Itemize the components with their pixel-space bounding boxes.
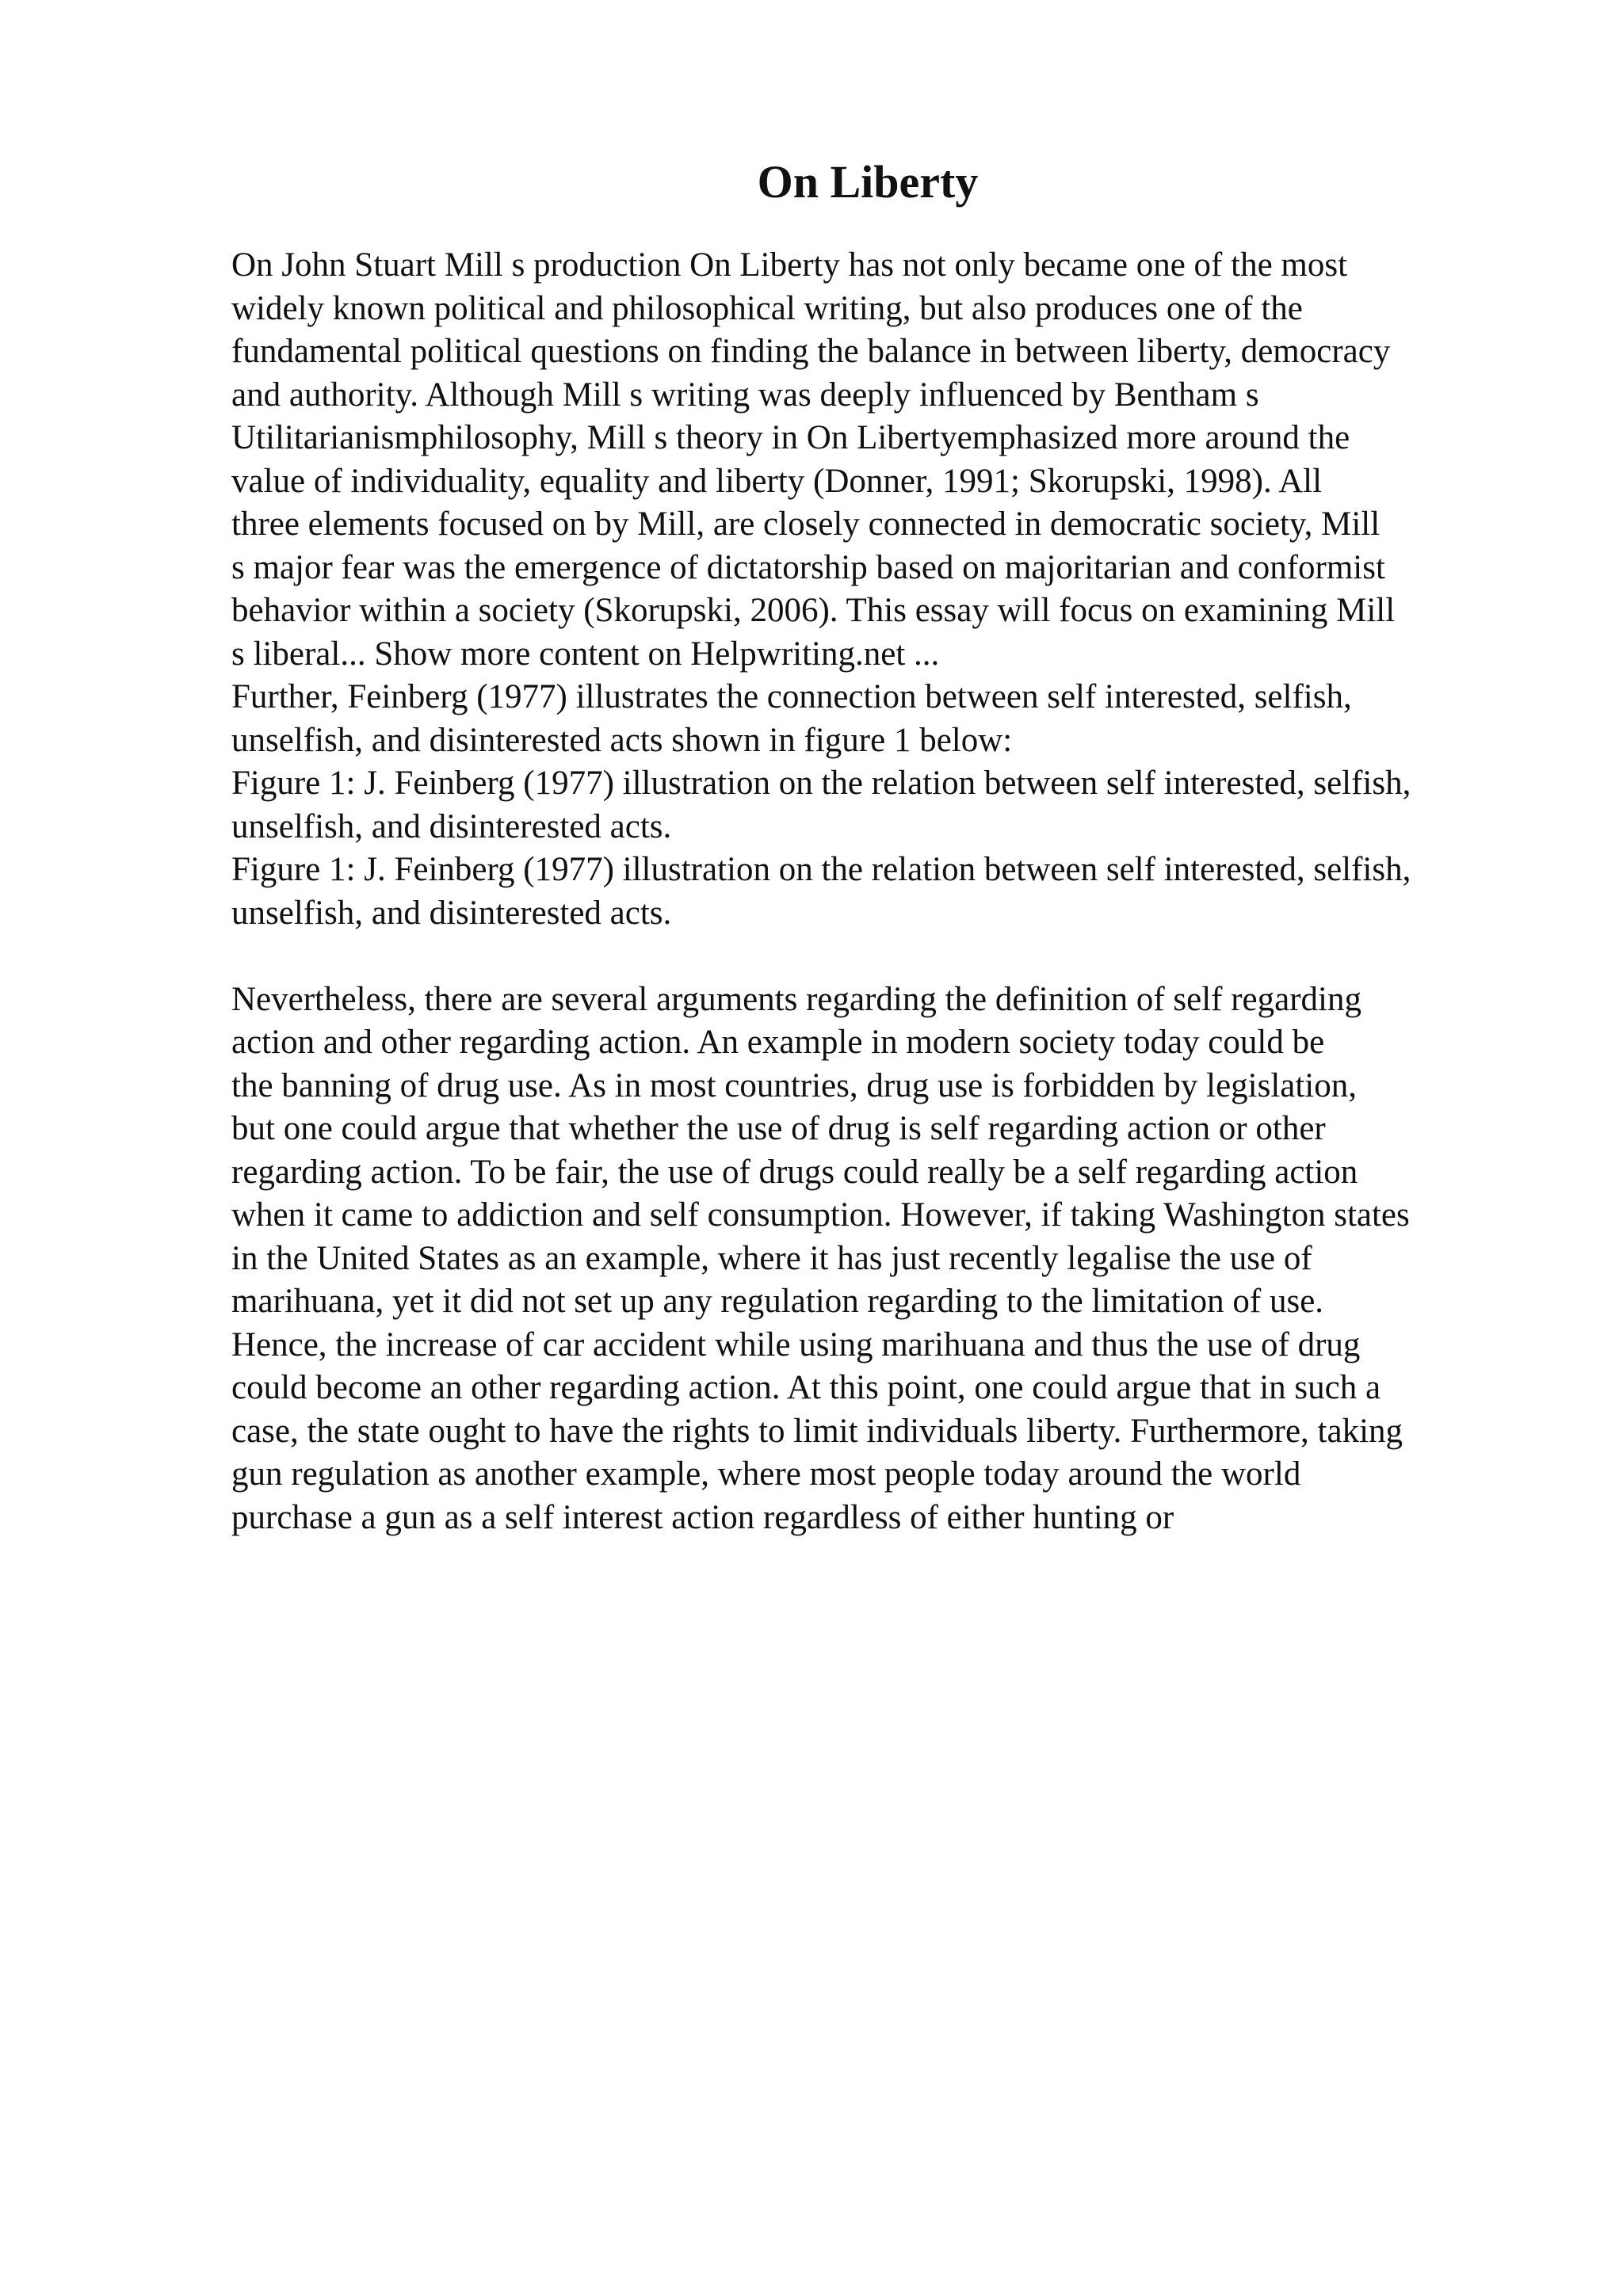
text-line: case, the state ought to have the rights to limit individuals liberty. Furthermore, taking	[231, 1412, 1403, 1450]
text-line: purchase a gun as a self interest action regardless of either hunting or	[231, 1498, 1174, 1536]
page-title: On Liberty	[757, 156, 979, 208]
text-line: Hence, the increase of car accident while using marihuana and thus the use of drug	[231, 1325, 1361, 1363]
text-line: three elements focused on by Mill, are closely connected in democratic society, Mill	[231, 505, 1381, 543]
text-line: but one could argue that whether the use of drug is self regarding action or other	[231, 1110, 1326, 1147]
text-line: the banning of drug use. As in most countries, drug use is forbidden by legislation,	[231, 1066, 1358, 1104]
figure-caption: unselfish, and disinterested acts.	[231, 807, 672, 845]
text-line: gun regulation as another example, where most people today around the world	[231, 1455, 1301, 1493]
text-line: marihuana, yet it did not set up any regulation regarding to the limitation of use.	[231, 1283, 1324, 1320]
text-line: Further, Feinberg (1977) illustrates the connection between self interested, selfish,	[231, 678, 1352, 715]
text-line: widely known political and philosophical writing, but also produces one of the	[231, 289, 1303, 327]
text-line: when it came to addiction and self consumption. However, if taking Washington states	[231, 1196, 1410, 1234]
figure-caption: Figure 1: J. Feinberg (1977) illustration on the relation between self interested, selfish,	[231, 851, 1411, 888]
text-line: and authority. Although Mill s writing was deeply influenced by Bentham s	[231, 376, 1259, 414]
paragraph-gap	[231, 935, 1547, 978]
text-line: fundamental political questions on finding the balance in between liberty, democracy	[231, 333, 1391, 370]
text-line: Utilitarianismphilosophy, Mill s theory in On Libertyemphasized more around the	[231, 419, 1350, 456]
text-line: On John Stuart Mill s production On Liberty has not only became one of the most	[231, 246, 1348, 284]
body-text	[231, 244, 1547, 1539]
text-line: regarding action. To be fair, the use of drugs could really be a self regarding action	[231, 1153, 1358, 1191]
text-line: action and other regarding action. An example in modern society today could be	[231, 1024, 1325, 1061]
text-line: value of individuality, equality and liberty (Donner, 1991; Skorupski, 1998). All	[231, 462, 1323, 500]
text-line: in the United States as an example, where it has just recently legalise the use of	[231, 1239, 1312, 1277]
text-line: could become an other regarding action. At this point, one could argue that in such a	[231, 1369, 1381, 1406]
figure-caption: Figure 1: J. Feinberg (1977) illustration on the relation between self interested, selfish,	[231, 765, 1411, 802]
text-line: s major fear was the emergence of dictatorship based on majoritarian and conformist	[231, 548, 1385, 586]
text-line: s liberal... Show more content on Helpwriting.net ...	[231, 635, 940, 673]
text-line: unselfish, and disinterested acts shown in figure 1 below:	[231, 721, 1013, 759]
text-line: Nevertheless, there are several arguments regarding the definition of self regarding	[231, 980, 1361, 1018]
figure-caption: unselfish, and disinterested acts.	[231, 894, 672, 932]
text-line: behavior within a society (Skorupski, 2006). This essay will focus on examining Mill	[231, 592, 1396, 629]
